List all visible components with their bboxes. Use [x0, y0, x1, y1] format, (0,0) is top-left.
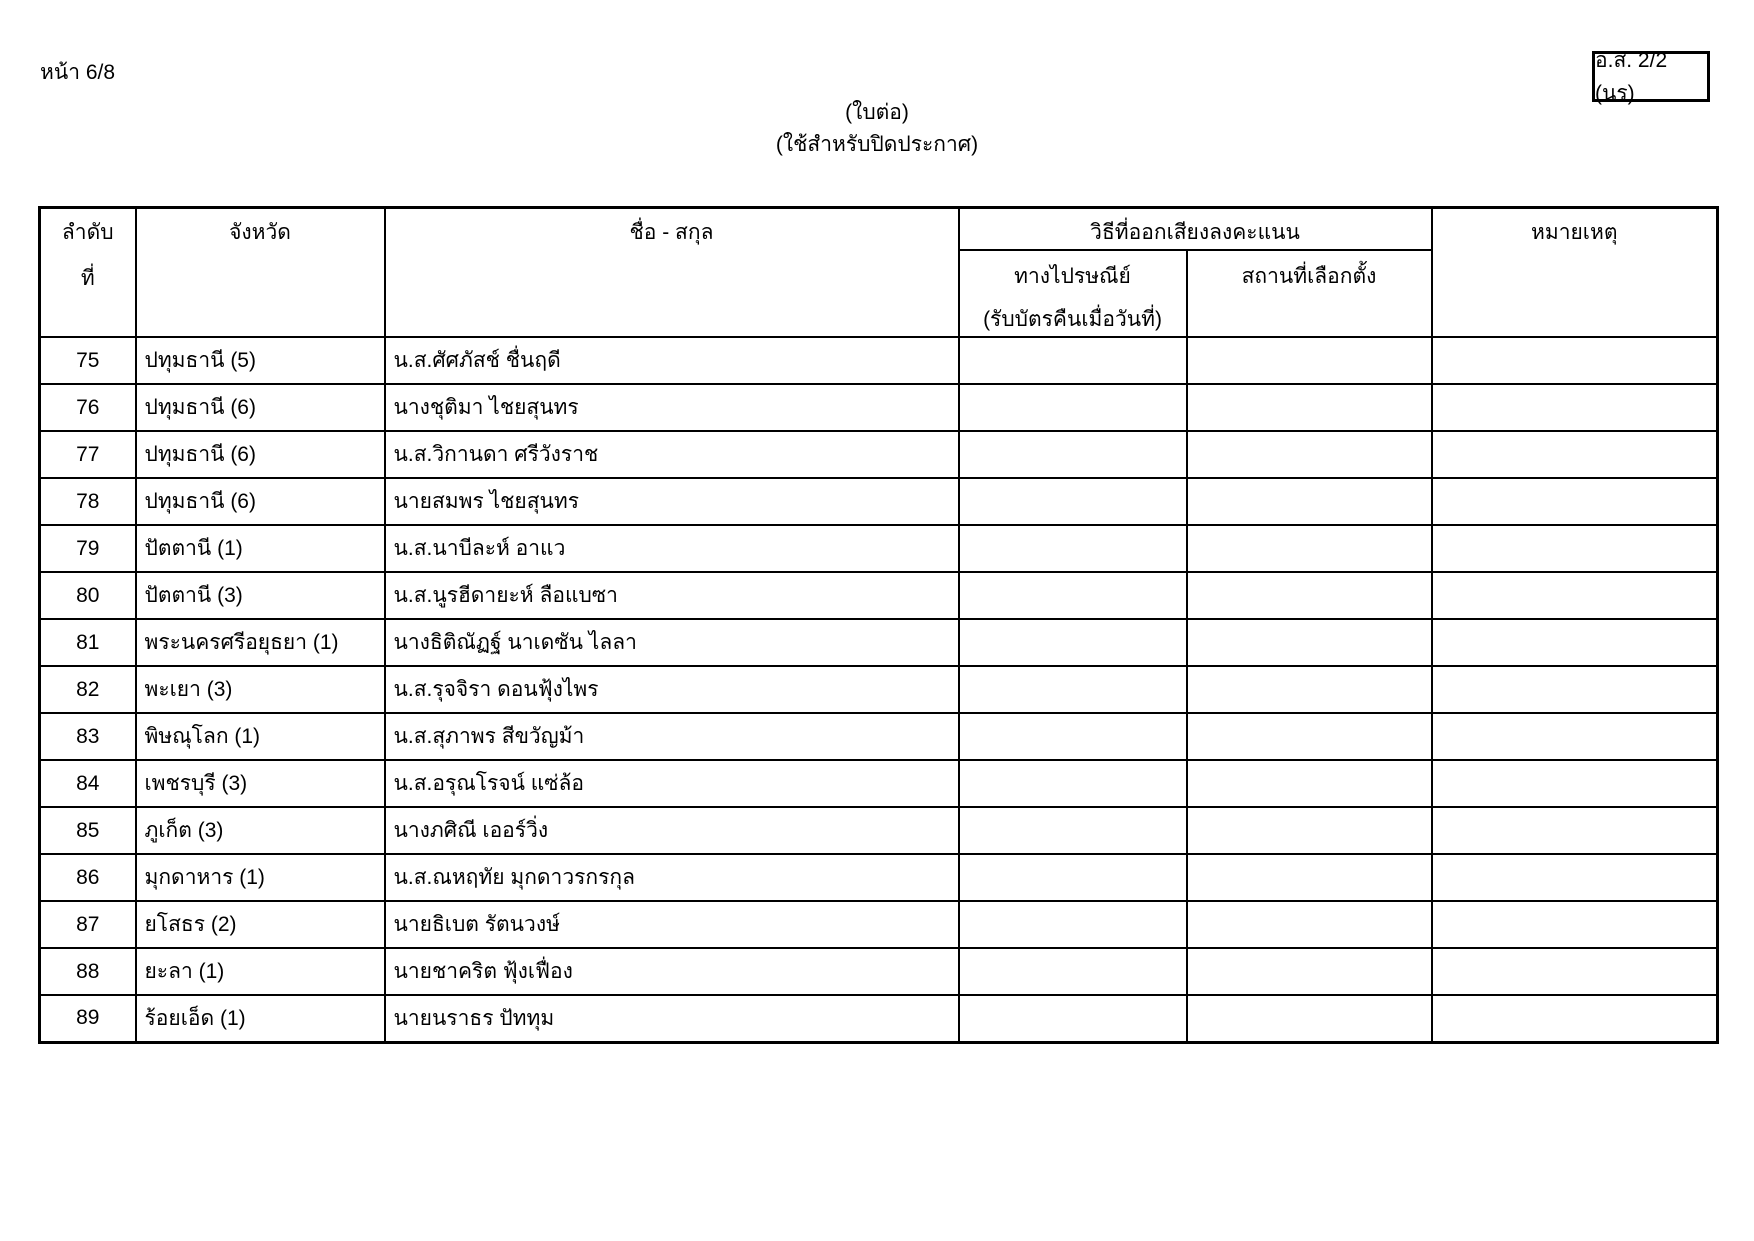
name-cell: นางภศิณี เออร์วิ่ง [385, 807, 959, 854]
usage-subtitle: (ใช้สำหรับปิดประกาศ) [775, 133, 979, 156]
province-cell: ยโสธร (2) [136, 901, 385, 948]
remark-cell [1432, 995, 1718, 1042]
remark-cell [1432, 619, 1718, 666]
postal-vote-cell [959, 572, 1187, 619]
postal-vote-cell [959, 478, 1187, 525]
table-row [40, 948, 1718, 995]
row-number-cell: 85 [40, 807, 136, 854]
polling-place-cell [1187, 384, 1432, 431]
name-cell: น.ส.วิกานดา ศรีวังราช [385, 431, 959, 478]
header-province: จังหวัด [136, 208, 385, 338]
table-row [40, 572, 1718, 619]
polling-place-cell [1187, 901, 1432, 948]
row-number-cell: 82 [40, 666, 136, 713]
province-cell: ปัตตานี (3) [136, 572, 385, 619]
name-cell: นายธิเบต รัตนวงษ์ [385, 901, 959, 948]
province-cell: ปทุมธานี (6) [136, 384, 385, 431]
postal-vote-cell [959, 525, 1187, 572]
remark-cell [1432, 760, 1718, 807]
postal-vote-cell [959, 713, 1187, 760]
name-cell: น.ส.ณหฤทัย มุกดาวรกรกุล [385, 854, 959, 901]
remark-cell [1432, 431, 1718, 478]
voter-roster-table [38, 206, 1719, 1044]
header-postal-line1: ทางไปรษณีย์ [1014, 265, 1131, 288]
polling-place-cell [1187, 854, 1432, 901]
table-row [40, 525, 1718, 572]
polling-place-cell [1187, 572, 1432, 619]
name-cell: น.ส.นาบีละห์ อาแว [385, 525, 959, 572]
row-number-cell: 83 [40, 713, 136, 760]
postal-vote-cell [959, 760, 1187, 807]
postal-vote-cell [959, 948, 1187, 995]
table-row [40, 337, 1718, 384]
polling-place-cell [1187, 713, 1432, 760]
remark-cell [1432, 854, 1718, 901]
table-row [40, 478, 1718, 525]
remark-cell [1432, 525, 1718, 572]
header-polling-place: สถานที่เลือกตั้ง [1187, 250, 1432, 337]
table-row [40, 995, 1718, 1042]
postal-vote-cell [959, 854, 1187, 901]
continuation-title: (ใบต่อ) [845, 101, 909, 124]
name-cell: นางชุติมา ไชยสุนทร [385, 384, 959, 431]
header-name: ชื่อ - สกุล [385, 208, 959, 338]
polling-place-cell [1187, 525, 1432, 572]
postal-vote-cell [959, 431, 1187, 478]
table-row [40, 666, 1718, 713]
row-number-cell: 77 [40, 431, 136, 478]
remark-cell [1432, 901, 1718, 948]
postal-vote-cell [959, 901, 1187, 948]
row-number-cell: 89 [40, 995, 136, 1042]
name-cell: น.ส.อรุณโรจน์ แซ่ล้อ [385, 760, 959, 807]
remark-cell [1432, 713, 1718, 760]
row-number-cell: 84 [40, 760, 136, 807]
polling-place-cell [1187, 666, 1432, 713]
remark-cell [1432, 572, 1718, 619]
polling-place-cell [1187, 431, 1432, 478]
province-cell: ปัตตานี (1) [136, 525, 385, 572]
row-number-cell: 79 [40, 525, 136, 572]
header-postal-line2: (รับบัตรคืนเมื่อวันที่) [983, 308, 1162, 331]
province-cell: ภูเก็ต (3) [136, 807, 385, 854]
polling-place-cell [1187, 995, 1432, 1042]
polling-place-cell [1187, 619, 1432, 666]
table-row [40, 713, 1718, 760]
row-number-cell: 88 [40, 948, 136, 995]
row-number-cell: 80 [40, 572, 136, 619]
polling-place-cell [1187, 478, 1432, 525]
form-code-text: อ.ส. 2/2 (นร) [1595, 48, 1668, 105]
remark-cell [1432, 948, 1718, 995]
table-row [40, 807, 1718, 854]
province-cell: ปทุมธานี (6) [136, 431, 385, 478]
table-row [40, 431, 1718, 478]
postal-vote-cell [959, 337, 1187, 384]
name-cell: นางธิติณัฏฐ์ นาเดซัน ไลลา [385, 619, 959, 666]
polling-place-cell [1187, 337, 1432, 384]
page-number: หน้า 6/8 [40, 61, 116, 84]
province-cell: ร้อยเอ็ด (1) [136, 995, 385, 1042]
province-cell: พระนครศรีอยุธยา (1) [136, 619, 385, 666]
province-cell: เพชรบุรี (3) [136, 760, 385, 807]
province-cell: ปทุมธานี (5) [136, 337, 385, 384]
table-row [40, 384, 1718, 431]
header-order-number [40, 208, 136, 338]
row-number-cell: 75 [40, 337, 136, 384]
name-cell: นายชาคริต ฟุ้งเฟื่อง [385, 948, 959, 995]
name-cell: นายสมพร ไชยสุนทร [385, 478, 959, 525]
name-cell: น.ส.นูรฮีดายะห์ ลือแบซา [385, 572, 959, 619]
header-voting-method: วิธีที่ออกเสียงลงคะแนน [959, 208, 1432, 251]
table-row [40, 619, 1718, 666]
row-number-cell: 81 [40, 619, 136, 666]
row-number-cell: 78 [40, 478, 136, 525]
province-cell: ยะลา (1) [136, 948, 385, 995]
remark-cell [1432, 478, 1718, 525]
row-number-cell: 87 [40, 901, 136, 948]
postal-vote-cell [959, 384, 1187, 431]
postal-vote-cell [959, 666, 1187, 713]
polling-place-cell [1187, 807, 1432, 854]
polling-place-cell [1187, 760, 1432, 807]
postal-vote-cell [959, 619, 1187, 666]
remark-cell [1432, 384, 1718, 431]
table-header [40, 208, 1718, 338]
province-cell: พะเยา (3) [136, 666, 385, 713]
header-remark: หมายเหตุ [1432, 208, 1718, 338]
table-body [40, 337, 1718, 1042]
row-number-cell: 86 [40, 854, 136, 901]
remark-cell [1432, 807, 1718, 854]
name-cell: น.ส.สุภาพร สีขวัญม้า [385, 713, 959, 760]
postal-vote-cell [959, 807, 1187, 854]
postal-vote-cell [959, 995, 1187, 1042]
table-row [40, 854, 1718, 901]
name-cell: น.ส.ศัศภัสช์ ชื่นฤดี [385, 337, 959, 384]
table-row [40, 901, 1718, 948]
row-number-cell: 76 [40, 384, 136, 431]
form-code-badge [1592, 48, 1710, 105]
header-postal [959, 250, 1187, 337]
header-order-line2: ที่ [80, 267, 95, 290]
header-order-line1: ลำดับ [61, 221, 114, 244]
province-cell: พิษณุโลก (1) [136, 713, 385, 760]
name-cell: น.ส.รุจจิรา ดอนฟุ้งไพร [385, 666, 959, 713]
province-cell: ปทุมธานี (6) [136, 478, 385, 525]
remark-cell [1432, 666, 1718, 713]
table-row [40, 760, 1718, 807]
polling-place-cell [1187, 948, 1432, 995]
province-cell: มุกดาหาร (1) [136, 854, 385, 901]
name-cell: นายนราธร ปัททุม [385, 995, 959, 1042]
remark-cell [1432, 337, 1718, 384]
